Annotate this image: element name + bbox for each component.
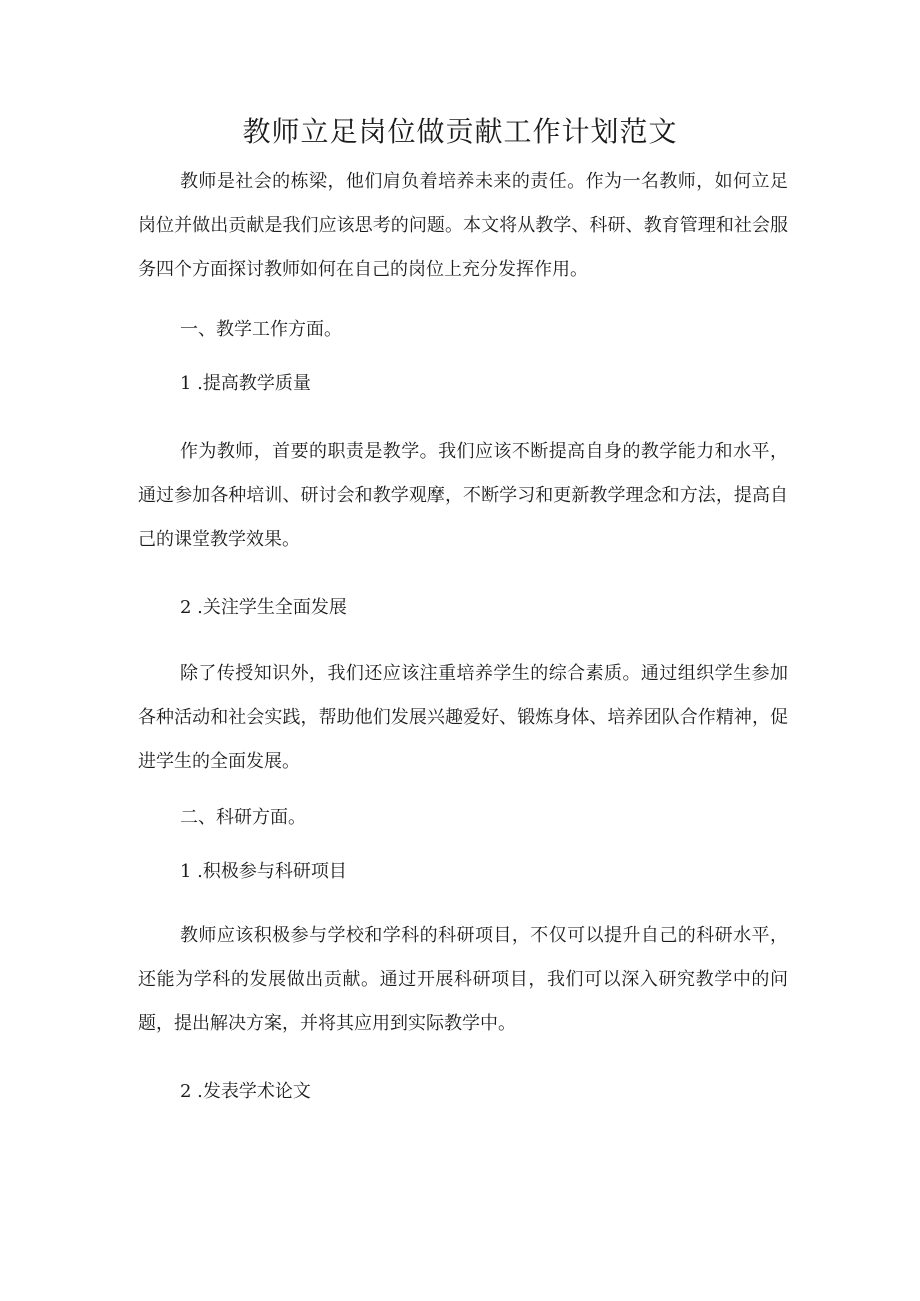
paragraph-research-projects: 教师应该积极参与学校和学科的科研项目，不仅可以提升自己的科研水平，还能为学科的发展做出贡献。通过开展科研项目，我们可以深入研究教学中的问题，提出解决方案，并将其应用到实际教学中。 [138, 925, 788, 1034]
paragraph-student-development: 除了传授知识外，我们还应该注重培养学生的综合素质。通过组织学生参加各种活动和社会实践，帮助他们发展兴趣爱好、锻炼身体、培养团队合作精神，促进学生的全面发展。 [138, 663, 788, 772]
subheading-improve-teaching-quality: 1 .提高教学质量 [180, 373, 311, 394]
intro-paragraph: 教师是社会的栋梁，他们肩负着培养未来的责任。作为一名教师，如何立足岗位并做出贡献是我们应该思考的问题。本文将从教学、科研、教育管理和社会服务四个方面探讨教师如何在自己的岗位上充分发挥作用。 [138, 171, 788, 280]
section-heading-teaching: 一、教学工作方面。 [180, 319, 342, 340]
paragraph-improve-teaching-quality: 作为教师，首要的职责是教学。我们应该不断提高自身的教学能力和水平，通过参加各种培训、研讨会和教学观摩，不断学习和更新教学理念和方法，提高自己的课堂教学效果。 [138, 441, 788, 550]
subheading-student-development: 2 .关注学生全面发展 [180, 597, 347, 618]
subheading-research-projects: 1 .积极参与科研项目 [180, 861, 347, 882]
section-heading-research: 二、科研方面。 [180, 807, 306, 828]
subheading-publish-papers: 2 .发表学术论文 [180, 1081, 311, 1102]
document-title: 教师立足岗位做贡献工作计划范文 [242, 115, 678, 148]
